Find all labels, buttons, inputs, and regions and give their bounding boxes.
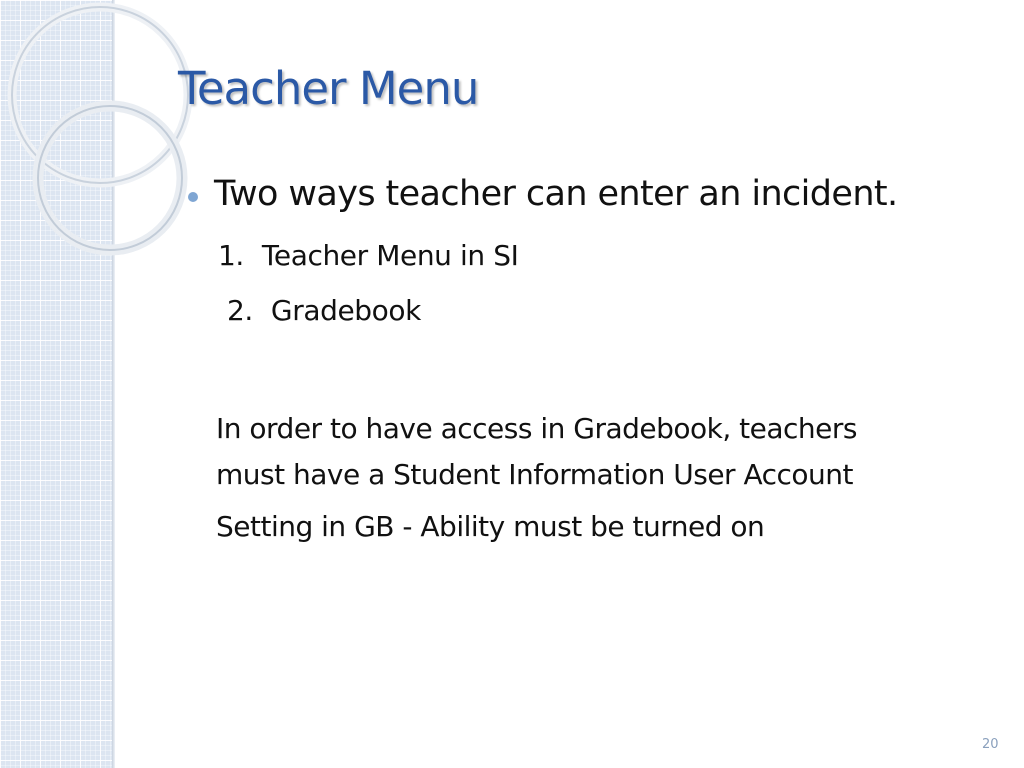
- access-paragraph-line-1: In order to have access in Gradebook, teachers: [216, 412, 858, 445]
- slide-title: Teacher Menu: [178, 62, 479, 115]
- list-item: [218, 239, 518, 272]
- list-item-text: Gradebook: [270, 294, 421, 327]
- access-paragraph-line-2: must have a Student Information User Account: [216, 458, 854, 491]
- access-paragraph: [216, 406, 857, 498]
- list-item-text: Teacher Menu in SI: [261, 239, 519, 272]
- list-item: [227, 294, 421, 327]
- bullet-text: Two ways teacher can enter an incident.: [214, 174, 898, 214]
- page-number: 20: [982, 737, 999, 752]
- decorative-rings: [0, 0, 160, 260]
- setting-paragraph: Setting in GB - Ability must be turned on: [216, 510, 765, 543]
- list-item-number: 1.: [218, 239, 244, 272]
- bullet-dot-icon: [188, 192, 198, 202]
- list-item-number: 2.: [227, 294, 253, 327]
